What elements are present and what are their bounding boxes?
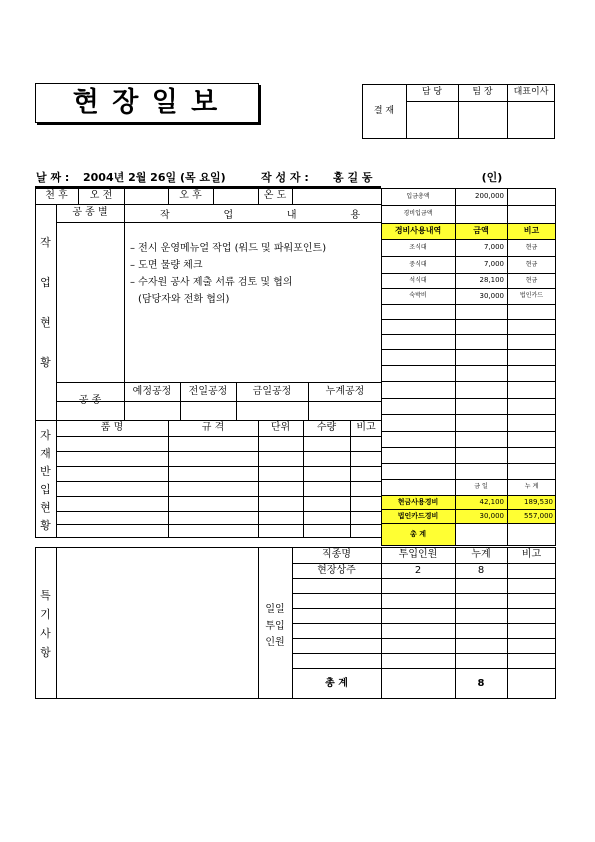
approval-sign-3[interactable] <box>508 102 554 138</box>
expense-col-item: 경비사용내역 <box>394 226 442 235</box>
progress-col-today: 금일공정 <box>252 385 292 397</box>
expense-item-amount: 30,000 <box>479 291 504 300</box>
approval-header-3: 대표이사 <box>513 87 549 97</box>
labor-label-line: 일일 <box>265 604 285 615</box>
work-section-label <box>35 222 56 382</box>
expense-col-amount: 금액 <box>473 226 489 235</box>
expense-item-note: 현금 <box>525 276 538 284</box>
materials-col-unit: 단위 <box>270 422 291 433</box>
remarks-label-char: 사 <box>40 626 51 640</box>
materials-col-note: 비고 <box>356 422 376 433</box>
materials-label-char: 입 <box>40 483 51 496</box>
author-value: 홍 길 동 <box>333 170 373 184</box>
col-trade: 공 종 별 <box>72 207 108 218</box>
approval-sign-2[interactable] <box>459 102 506 138</box>
materials-section-label <box>35 426 56 534</box>
materials-label-char: 반 <box>40 465 51 478</box>
card-expense-label: 법인카드경비 <box>397 511 439 520</box>
materials-col-qty: 수량 <box>316 422 337 433</box>
pm-label: 오 후 <box>179 190 202 201</box>
expense-sum-label: 총 계 <box>410 529 426 538</box>
deposit-label: 입금총액 <box>406 192 430 200</box>
date-label: 날 짜 : <box>36 170 70 184</box>
expense-item-name: 중식대 <box>409 260 427 268</box>
materials-label-char: 재 <box>40 447 51 460</box>
progress-label: 공 종 <box>78 395 102 406</box>
expense-item-note: 법인카드 <box>519 292 544 299</box>
col-content-char: 용 <box>350 209 360 221</box>
labor-sum-label: 총 계 <box>325 677 348 689</box>
approval-header-1: 담 당 <box>421 87 443 97</box>
progress-col-planned: 예정공정 <box>132 385 172 397</box>
page-title: 현 장 일 보 <box>72 86 220 118</box>
summary-col-today: 금 일 <box>474 483 488 490</box>
work-item: – 도면 물량 체크 <box>130 260 203 271</box>
author-label: 작 성 자 : <box>261 170 309 184</box>
date-value: 2004년 2월 26일 (목 요일) <box>83 170 226 184</box>
labor-row-count: 2 <box>414 564 422 576</box>
col-content-char: 업 <box>223 209 234 221</box>
remarks-section-label <box>35 585 56 661</box>
labor-sum-total: 8 <box>477 677 485 689</box>
work-label-char: 황 <box>40 356 51 369</box>
card-expense-today: 30,000 <box>479 511 504 520</box>
materials-label-char: 황 <box>40 519 51 532</box>
approval-sign-1[interactable] <box>407 102 457 138</box>
labor-col-count: 투입인원 <box>398 549 438 560</box>
expense-item-amount: 28,100 <box>479 276 504 284</box>
work-item: (담당자와 전화 협의) <box>138 294 230 305</box>
work-item: – 전시 운영메뉴얼 작업 (워드 및 파워포인트) <box>130 243 327 254</box>
col-content-char: 작 <box>160 209 170 221</box>
materials-col-spec: 규 격 <box>201 422 225 433</box>
remarks-label-char: 특 <box>40 588 51 602</box>
materials-label-char: 자 <box>40 429 51 442</box>
labor-row-total: 8 <box>477 564 485 576</box>
expense-item-amount: 7,000 <box>483 260 504 268</box>
col-content <box>160 204 360 222</box>
work-item: – 수자원 공사 제출 서류 검토 및 협의 <box>130 277 293 288</box>
expense-item-name: 석식대 <box>409 276 427 284</box>
cash-expense-today: 42,100 <box>479 497 504 506</box>
spent-label: 경비입금액 <box>403 210 433 217</box>
expense-item-note: 현금 <box>525 243 538 251</box>
expense-item-name: 조식대 <box>409 243 427 251</box>
progress-col-cumulative: 누계공정 <box>325 385 365 397</box>
labor-row-job: 현장상주 <box>317 564 356 576</box>
materials-label-char: 현 <box>40 501 51 514</box>
expense-item-name: 숙박비 <box>409 292 427 299</box>
labor-col-job: 직종명 <box>322 549 351 560</box>
cash-expense-total: 189,530 <box>524 497 553 506</box>
approval-header-2: 팀 장 <box>472 87 493 97</box>
summary-col-total: 누 계 <box>524 483 539 490</box>
am-label: 오 전 <box>89 190 113 201</box>
work-label-char: 업 <box>40 276 51 289</box>
temp-label: 온 도 <box>263 190 287 201</box>
seal-mark: (인) <box>481 170 503 184</box>
approval-label: 결 재 <box>373 106 395 116</box>
labor-col-note: 비고 <box>521 549 542 560</box>
remarks-label-char: 항 <box>40 645 51 659</box>
work-label-char: 작 <box>40 236 51 249</box>
cash-expense-label: 현금사용경비 <box>397 497 439 506</box>
expense-item-note: 현금 <box>525 260 538 268</box>
labor-label-line: 인원 <box>265 637 285 648</box>
deposit-value: 200,000 <box>475 192 504 200</box>
materials-col-name: 품 명 <box>100 422 124 433</box>
labor-col-total: 누계 <box>471 549 491 560</box>
weather-label: 천 후 <box>45 190 68 201</box>
labor-label <box>258 600 292 648</box>
col-content-char: 내 <box>286 209 297 221</box>
progress-col-previous: 전일공정 <box>188 385 228 397</box>
expense-col-note: 비고 <box>523 226 540 235</box>
labor-label-line: 투입 <box>265 620 285 632</box>
card-expense-total: 557,000 <box>524 511 553 520</box>
expense-item-amount: 7,000 <box>483 243 504 251</box>
spent-value <box>455 205 507 223</box>
remarks-label-char: 기 <box>40 607 51 621</box>
work-items <box>130 240 380 308</box>
work-label-char: 현 <box>40 316 51 329</box>
